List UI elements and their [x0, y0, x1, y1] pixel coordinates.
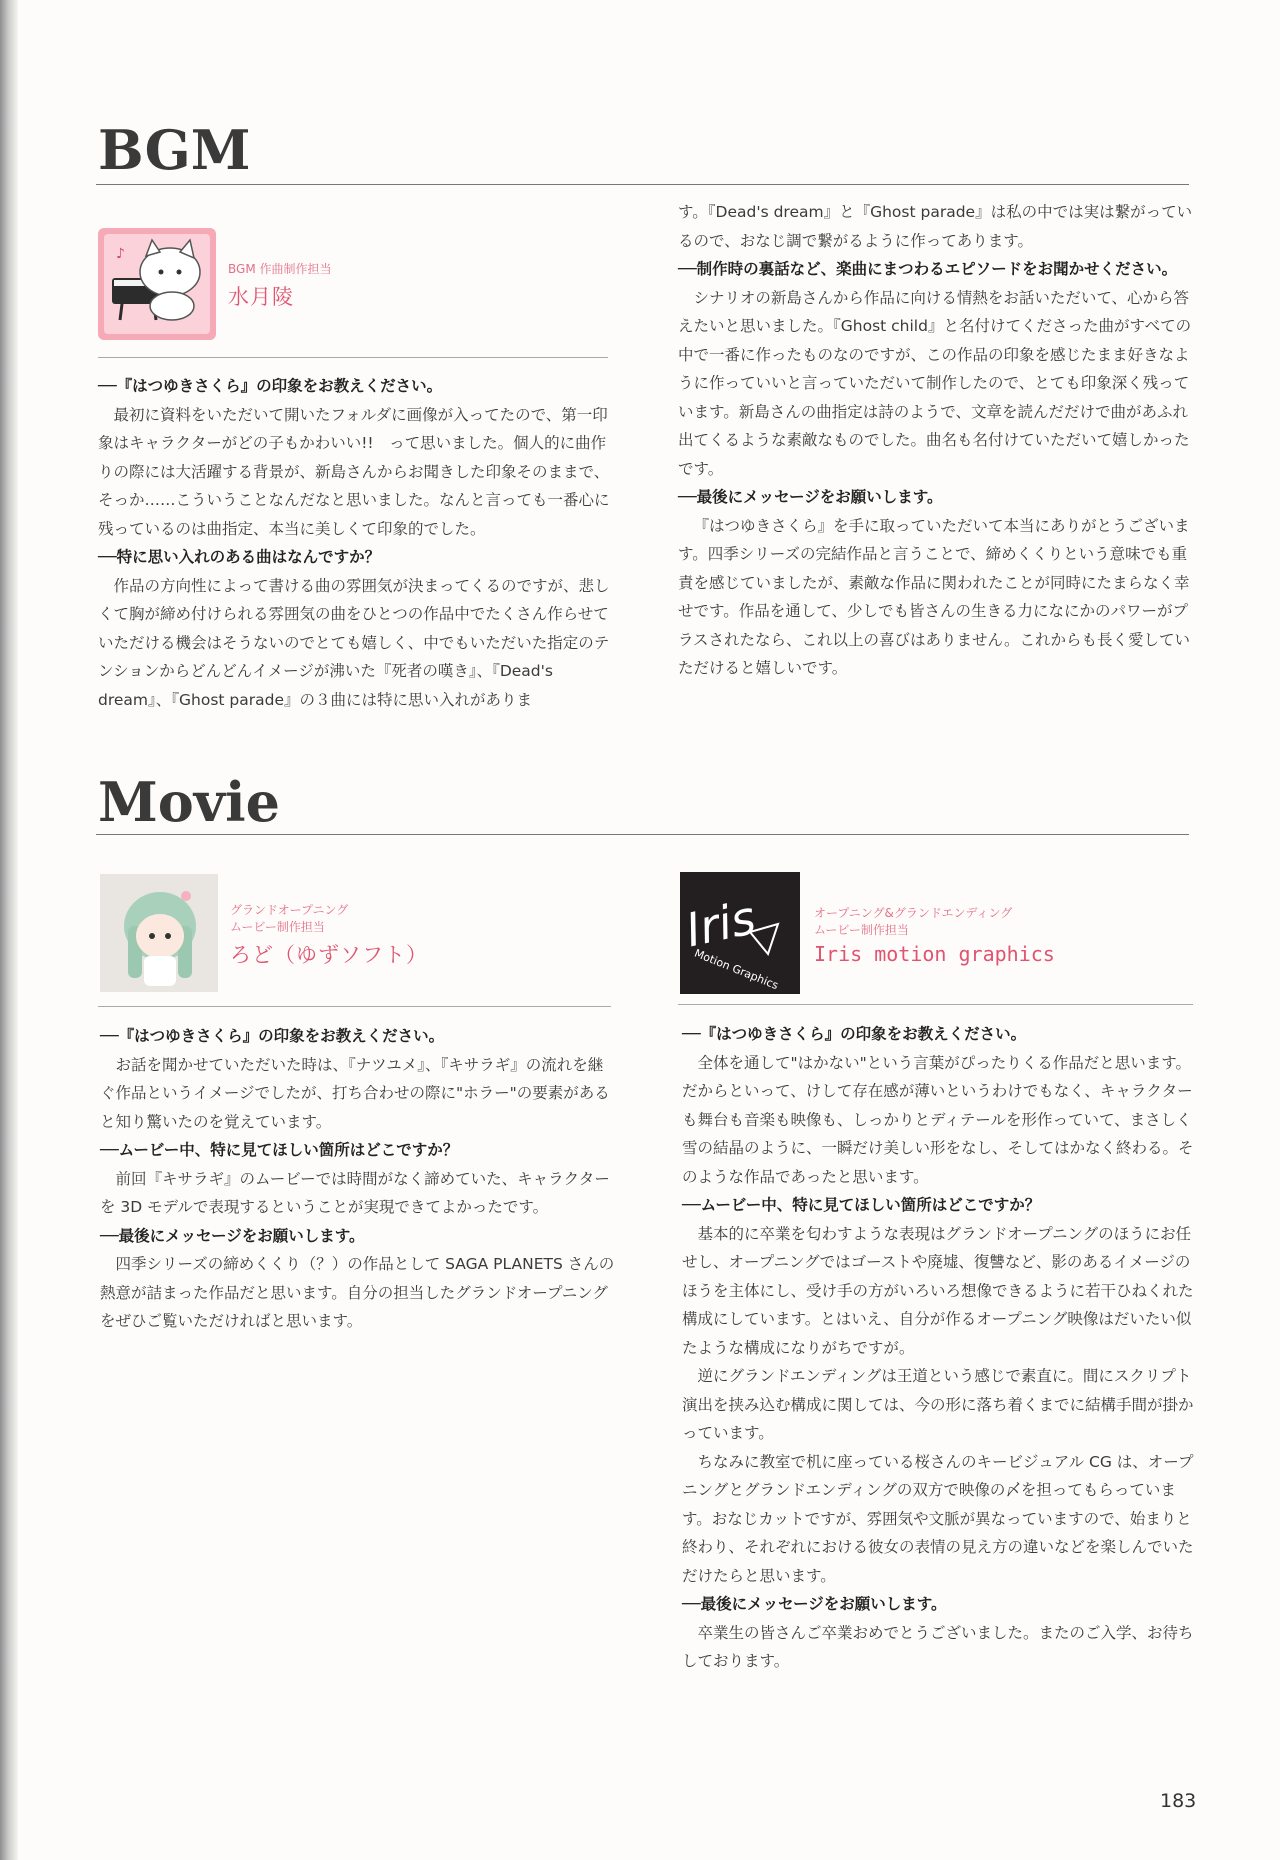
question: ──特に思い入れのある曲はなんですか？	[98, 548, 381, 566]
answer-paragraph: シナリオの新島さんから作品に向ける情熱をお話いただいて、心から答えたいと思いました。『Ghost child』と名付けてくださった曲がすべての中で一番に作ったものなのですが、この作品の印象を感じたまま好きなように作っていいと言っていただいて制作したので、とても印象深く残っています。新島さんの曲指定は詩のようで、文章を読んだだけで曲があふれ出てくるような素敵なものでした。曲名も名付けていただいて嬉しかったです。	[678, 288, 1192, 478]
question: ──最後にメッセージをお願いします。	[678, 488, 943, 506]
page-gutter-shadow	[0, 0, 18, 1860]
credit-rule-movie-left	[98, 1006, 611, 1007]
composer-avatar	[98, 228, 216, 344]
credit-rule-movie-right	[678, 1004, 1193, 1005]
credit-bgm	[98, 228, 332, 344]
section-rule-bgm	[96, 184, 1189, 185]
answer-paragraph: 四季シリーズの締めくくり（？）の作品として SAGA PLANETS さんの熱意が詰まった作品だと思います。自分の担当したグランドオープニングをぜひご覧いただければと思います。	[100, 1255, 615, 1330]
answer-paragraph: 前回『キサラギ』のムービーでは時間がなく諦めていた、キャラクターを 3D モデルで表現するということが実現できてよかったです。	[100, 1169, 610, 1216]
question: ──『はつゆきさくら』の印象をお教えください。	[98, 377, 443, 395]
question: ──最後にメッセージをお願いします。	[100, 1226, 365, 1245]
answer-paragraph: 『はつゆきさくら』を手に取っていただいて本当にありがとうございます。四季シリーズの完結作品と言うことで、締めくくりという意味でも重責を感じていましたが、素敵な作品に関われたことが同時にたまらなく幸せです。作品を通して、少しでも皆さんの生きる力になにかのパワーがプラスされたなら、これ以上の喜びはありません。これからも長く愛していただけると嬉しいです。	[678, 516, 1190, 677]
page-number: 183	[1160, 1790, 1197, 1812]
question: ──制作時の裏話など、楽曲にまつわるエピソードをお聞かせください。	[678, 260, 1178, 278]
iris-logo-subtext: Motion Graphics	[692, 946, 781, 993]
movie-column-left	[100, 1022, 616, 1336]
answer-paragraph: お話を聞かせていただいた時は、『ナツユメ』、『キサラギ』の流れを継ぐ作品というイメージでしたが、打ち合わせの際に"ホラー"の要素があると知り驚いたのを覚えています。	[100, 1055, 610, 1131]
question: ──『はつゆきさくら』の印象をお教えください。	[682, 1025, 1027, 1043]
iris-logo-text: Iris	[681, 890, 761, 958]
creator-avatar	[100, 874, 218, 996]
composer-role: BGM 作曲制作担当	[228, 262, 332, 276]
answer-paragraph: 卒業生の皆さんご卒業おめでとうございました。またのご入学、お待ちしております。	[682, 1623, 1194, 1670]
credit-rule-bgm	[98, 357, 608, 358]
section-title-movie: Movie	[98, 770, 281, 834]
answer-continuation: す。『Dead's dream』と『Ghost parade』は私の中では実は繋がっているので、おなじ調で繋がるように作ってあります。	[678, 203, 1193, 250]
answer-paragraph: 最初に資料をいただいて開いたフォルダに画像が入ってたので、第一印象はキャラクターがどの子もかわいい!! って思いました。個人的に曲作りの際には大活躍する背景が、新島さんからお聞きした印象そのままで、そっか……こういうことなんだなと思いました。なんと言っても一番心に残っているのは曲指定、本当に美しくて印象的でした。	[98, 405, 610, 538]
svg-text:♪: ♪	[116, 246, 125, 262]
credit-movie-right	[680, 872, 1055, 998]
creator-name: Iris motion graphics	[814, 941, 1055, 966]
composer-name: 水月陵	[228, 285, 294, 309]
answer-paragraph: 全体を通して"はかない"という言葉がぴったりくる作品だと思います。だからといって、けして存在感が薄いというわけでもなく、キャラクターも舞台も音楽も映像も、しっかりとディテールを形作っていて、まさしく雪の結晶のように、一瞬だけ美しい形をなし、そしてはかなく終わる。そのような作品であったと思います。	[682, 1053, 1194, 1186]
iris-logo	[680, 872, 800, 998]
section-title-bgm: BGM	[98, 118, 251, 182]
creator-name: ろど（ゆずソフト）	[230, 942, 428, 967]
answer-paragraph: 作品の方向性によって書ける曲の雰囲気が決まってくるのですが、悲しくて胸が締め付けられる雰囲気の曲をひとつの作品中でたくさん作らせていただける機会はそうないのでとても嬉しく、中でもいただいた指定のテンションからどんどんイメージが沸いた『死者の嘆き』、『Dead's dream』、『Ghost parade』の３曲には特に思い入れがありま	[98, 576, 610, 709]
movie-column-right	[682, 1020, 1198, 1676]
creator-role: グランドオープニング ムービー制作担当	[230, 902, 349, 934]
question: ──ムービー中、特に見てほしい箇所はどこですか？	[100, 1141, 459, 1159]
answer-paragraph: ちなみに教室で机に座っている桜さんのキービジュアル CG は、オープニングとグランドエンディングの双方で映像の〆を担ってもらっています。おなじカットですが、雰囲気や文脈が異なっていますので、始まりと終わり、それぞれにおける彼女の表情の見え方の違いなどを楽しんでいただけたらと思います。	[682, 1452, 1194, 1585]
question: ──ムービー中、特に見てほしい箇所はどこですか？	[682, 1196, 1041, 1214]
question: ──『はつゆきさくら』の印象をお教えください。	[100, 1027, 445, 1045]
answer-paragraph: 逆にグランドエンディングは王道という感じで素直に。間にスクリプト演出を挟み込む構成に関しては、今の形に落ち着くまでに結構手間が掛かっています。	[682, 1367, 1194, 1442]
answer-paragraph: 基本的に卒業を匂わすような表現はグランドオープニングのほうにお任せし、オープニングではゴーストや廃墟、復讐など、影のあるイメージのほうを主体にし、受け手の方がいろいろ想像できるように若干ひねくれた構成にしています。とはいえ、自分が作るオープニング映像はだいたい似たような構成になりがちですが。	[682, 1224, 1194, 1357]
bgm-column-left	[98, 372, 614, 714]
question: ──最後にメッセージをお願いします。	[682, 1595, 947, 1613]
section-rule-movie	[96, 834, 1189, 835]
bgm-column-right	[678, 198, 1194, 683]
credit-movie-left	[100, 874, 428, 996]
creator-role: オープニング&グランドエンディング ムービー制作担当	[814, 905, 1013, 937]
